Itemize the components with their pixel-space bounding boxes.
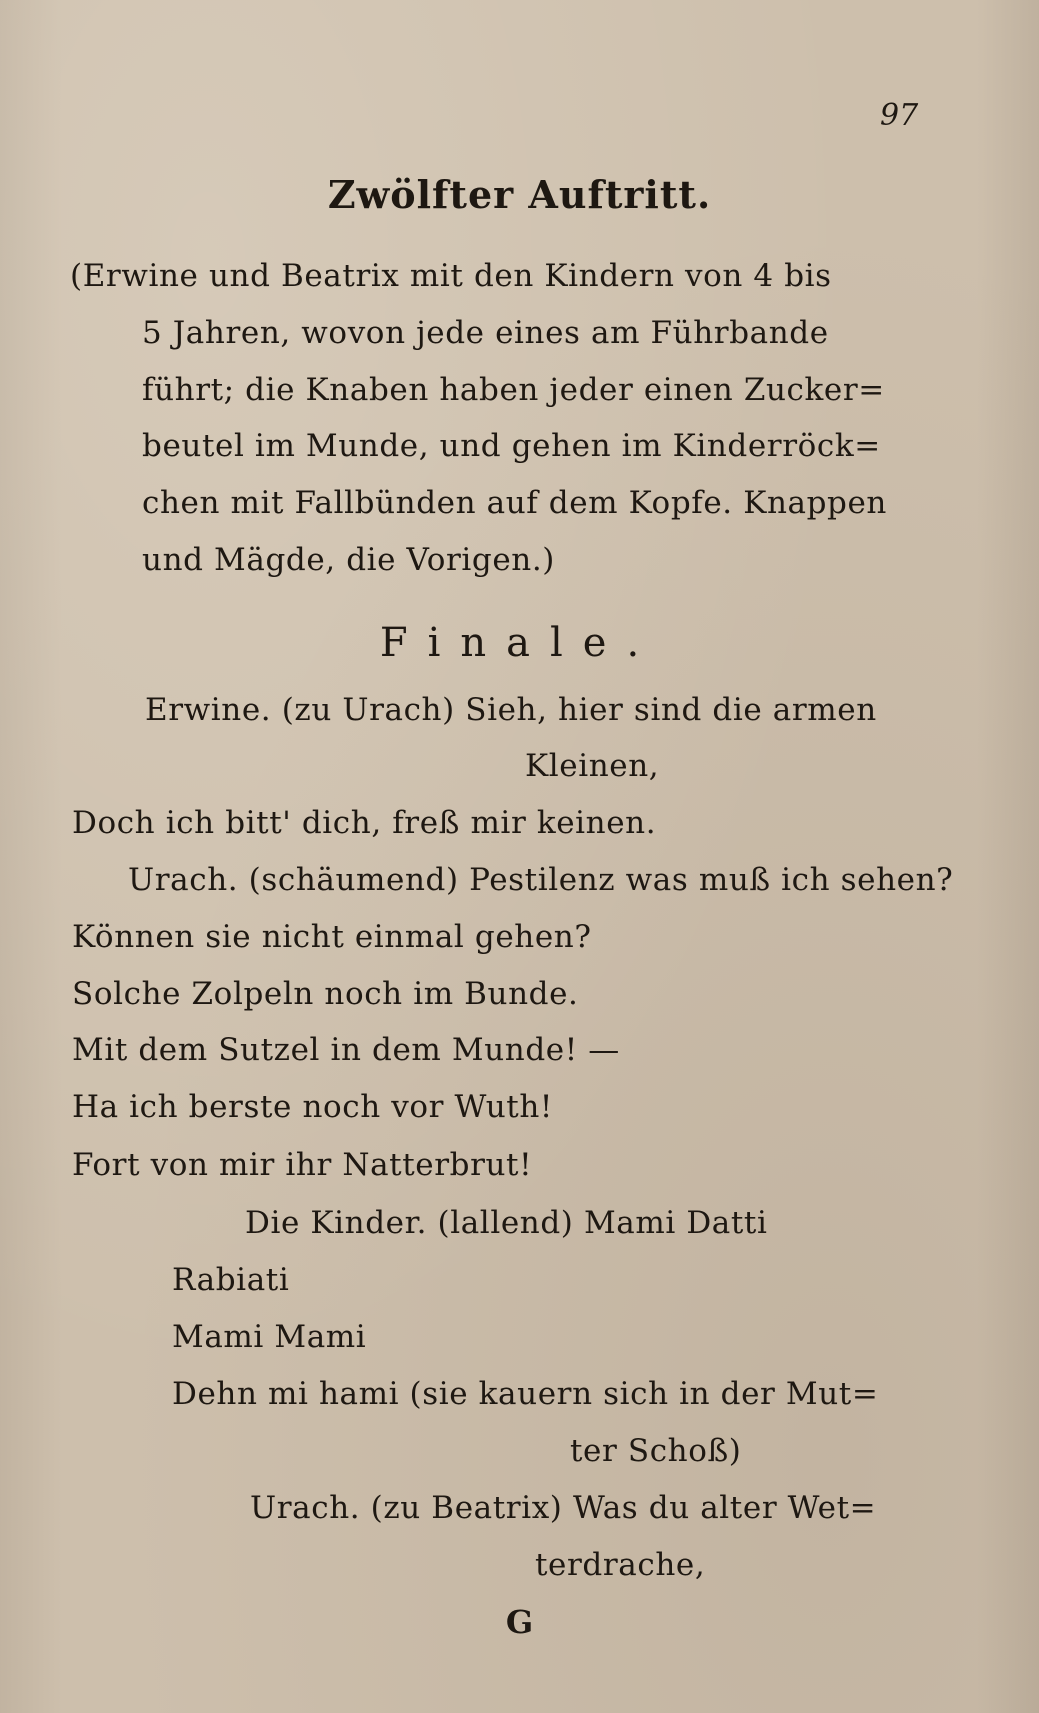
- scene-title: Zwölfter Auftritt.: [327, 172, 712, 217]
- verse-line: Dehn mi hami (sie kauern sich in der Mut=: [172, 1376, 879, 1412]
- verse-line: Fort von mir ihr Natterbrut!: [72, 1147, 533, 1183]
- verse-line: Mit dem Sutzel in dem Munde! —: [72, 1032, 620, 1068]
- stage-direction-line: beutel im Munde, und gehen im Kinderröck=: [142, 428, 881, 464]
- verse-line: Können sie nicht einmal gehen?: [72, 919, 592, 955]
- verse-line: Urach. (zu Beatrix) Was du alter Wet=: [250, 1490, 877, 1526]
- verse-line: Urach. (schäumend) Pestilenz was muß ich sehen?: [128, 862, 954, 898]
- stage-direction-line: (Erwine und Beatrix mit den Kindern von 4 bis: [70, 258, 832, 294]
- verse-line: Doch ich bitt' dich, freß mir keinen.: [72, 805, 657, 841]
- verse-line: Solche Zolpeln noch im Bunde.: [72, 976, 579, 1012]
- stage-direction-line: 5 Jahren, wovon jede eines am Führbande: [142, 315, 829, 351]
- stage-direction-line: chen mit Fallbünden auf dem Kopfe. Knappen: [142, 485, 887, 521]
- verse-line: ter Schoß): [570, 1433, 742, 1469]
- verse-line: Mami Mami: [172, 1319, 367, 1355]
- stage-direction-line: führt; die Knaben haben jeder einen Zucker=: [142, 372, 885, 408]
- verse-line: Rabiati: [172, 1262, 290, 1298]
- finale-heading: Finale.: [379, 620, 660, 666]
- verse-line: Erwine. (zu Urach) Sieh, hier sind die armen: [145, 692, 877, 728]
- verse-line: Kleinen,: [525, 748, 660, 784]
- signature-mark: G: [505, 1603, 534, 1641]
- stage-direction-line: und Mägde, die Vorigen.): [142, 542, 555, 578]
- verse-line: Ha ich berste noch vor Wuth!: [72, 1089, 553, 1125]
- verse-line: terdrache,: [535, 1547, 706, 1583]
- verse-line: Die Kinder. (lallend) Mami Datti: [245, 1205, 768, 1241]
- page-number: 97: [880, 98, 919, 133]
